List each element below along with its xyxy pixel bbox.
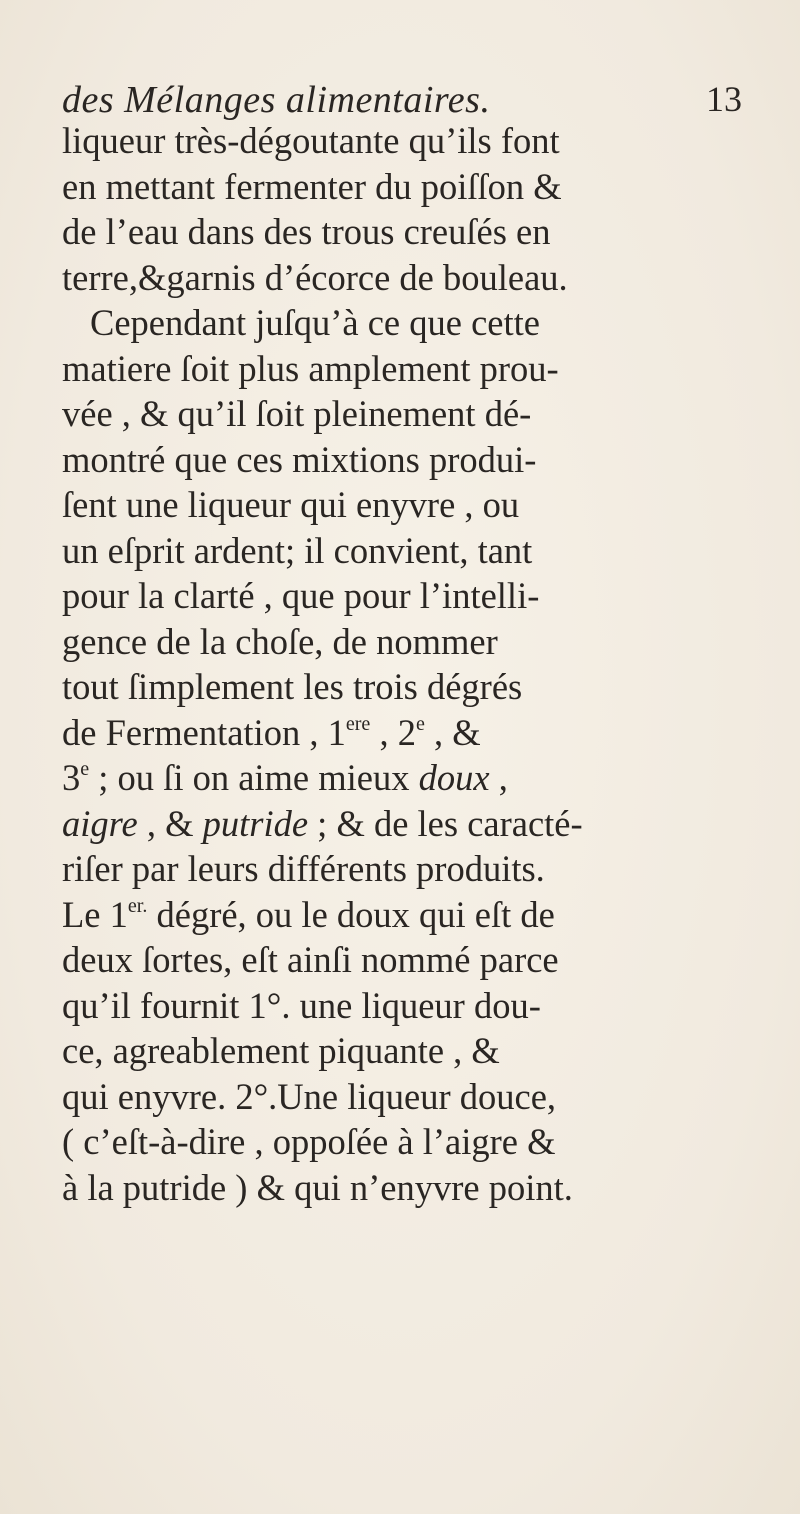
text-line: [62, 346, 762, 392]
text-span: tout ſimplement les trois dégrés: [62, 666, 523, 707]
text-line: [62, 983, 762, 1029]
ordinal-superscript: e: [80, 757, 90, 780]
text-line: [62, 209, 762, 255]
text-span: liqueur très-dégoutante qu’ils font: [62, 120, 560, 161]
text-span: , &: [424, 711, 481, 753]
text-span: ,: [489, 757, 508, 798]
text-span: dégré, ou le doux qui eſt de: [147, 893, 555, 935]
text-span: montré que ces mixtions produi-: [62, 438, 537, 480]
text-span: un eſprit ardent; il convient, tant: [62, 529, 533, 571]
running-title: des Mélanges alimentaires.: [62, 79, 491, 121]
text-span: qui enyvre. 2°.Une liqueur douce,: [62, 1075, 557, 1117]
text-span: Le 1: [62, 893, 128, 935]
text-line: [62, 255, 762, 301]
text-span: gence de la choſe, de nommer: [62, 620, 498, 662]
text-span: Cependant juſqu’à ce que cette: [90, 302, 540, 343]
ordinal-superscript: e: [415, 712, 425, 735]
text-span: terre,&garnis d’écorce de bouleau.: [62, 256, 568, 298]
text-span: ( c’eſt-à-dire , oppoſée à l’aigre &: [62, 1121, 556, 1162]
italic-term: aigre: [62, 802, 138, 844]
text-line: [62, 619, 762, 665]
page-number: 13: [706, 79, 742, 119]
text-line: [62, 164, 762, 210]
text-line: [62, 710, 762, 756]
text-span: ce, agreablement piquante , &: [62, 1030, 500, 1071]
text-span: , &: [137, 802, 203, 844]
text-span: ſent une liqueur qui enyvre , ou: [62, 484, 520, 525]
text-line: [62, 482, 762, 528]
text-line: [62, 118, 762, 164]
text-line: [62, 391, 762, 437]
text-span: , 2: [370, 711, 416, 753]
text-span: en mettant fermenter du poiſſon &: [62, 165, 562, 207]
text-line: [62, 1028, 762, 1074]
text-span: ; & de les caracté-: [308, 802, 583, 844]
text-line: [62, 937, 762, 983]
text-span: de Fermentation , 1: [62, 711, 346, 753]
text-span: 3: [62, 757, 81, 798]
text-line: [62, 437, 762, 483]
text-line: [62, 573, 762, 619]
ordinal-superscript: er.: [127, 894, 148, 917]
text-span: riſer par leurs différents produits.: [62, 848, 545, 889]
text-line: [62, 801, 762, 847]
body-text: [62, 118, 762, 1210]
text-span: matiere ſoit plus amplement prou-: [62, 347, 559, 389]
text-line: [62, 1119, 762, 1165]
paragraph-start-line: [62, 300, 762, 346]
text-line: [62, 892, 762, 938]
text-line: [62, 755, 762, 801]
text-line: [62, 846, 762, 892]
italic-term: doux: [418, 757, 490, 798]
text-line: [62, 664, 762, 710]
text-line: [62, 1165, 762, 1211]
ordinal-superscript: ere: [345, 712, 371, 735]
text-span: ; ou ſi on aime mieux: [89, 757, 419, 798]
text-span: de l’eau dans des trous creuſés en: [62, 211, 551, 252]
text-span: pour la clarté , que pour l’intelli-: [62, 575, 540, 616]
text-span: qu’il fournit 1°. une liqueur dou-: [62, 984, 541, 1026]
text-span: vée , & qu’il ſoit pleinement dé-: [62, 393, 532, 434]
text-line: [62, 528, 762, 574]
text-line: [62, 1074, 762, 1120]
text-span: deux ſortes, eſt ainſi nommé parce: [62, 939, 559, 980]
text-span: à la putride ) & qui n’enyvre point.: [62, 1166, 573, 1208]
italic-term: putride: [202, 802, 309, 844]
